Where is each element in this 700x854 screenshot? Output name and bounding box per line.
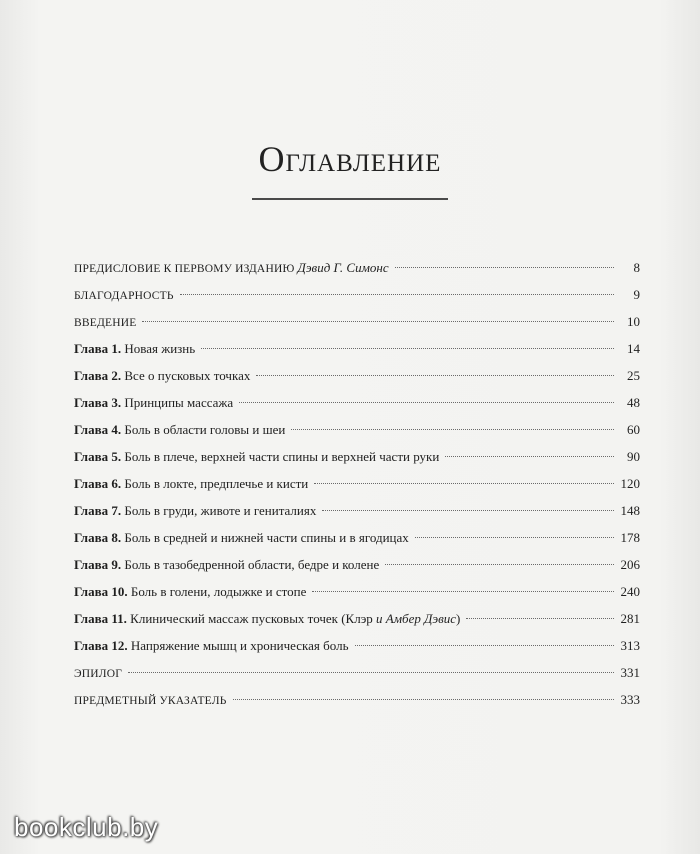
chapter-number: Глава 11. — [74, 611, 127, 626]
toc-entry-chapter-2[interactable] — [74, 362, 640, 389]
dot-leader — [355, 645, 615, 646]
toc-page-number: 90 — [627, 449, 640, 464]
dot-leader — [201, 348, 614, 349]
chapter-number: Глава 2. — [74, 368, 122, 383]
toc-entry-chapter-12[interactable] — [74, 632, 640, 659]
toc-page-number: 240 — [620, 584, 640, 599]
toc-page-number: 206 — [620, 557, 640, 572]
toc-entry-chapter-8[interactable] — [74, 524, 640, 551]
toc-entry-preface[interactable] — [74, 254, 640, 281]
chapter-title: Принципы массажа — [124, 395, 234, 410]
table-of-contents — [74, 254, 640, 713]
toc-entry-label: ПРЕДИСЛОВИЕ К ПЕРВОМУ ИЗДАНИЮ — [74, 263, 298, 275]
chapter-author: и Амбер Дэвис — [376, 611, 457, 626]
dot-leader — [314, 483, 614, 484]
toc-entry-author: Дэвид Г. Симонс — [297, 260, 389, 275]
toc-page-number: 10 — [627, 314, 640, 329]
dot-leader — [395, 267, 614, 268]
toc-page-number: 333 — [620, 692, 640, 707]
page-title: Оглавление — [258, 139, 442, 179]
dot-leader — [239, 402, 614, 403]
chapter-title-suffix: ) — [456, 611, 461, 626]
chapter-title: Боль в средней и нижней части спины и в ягодицах — [124, 530, 409, 545]
toc-entry-chapter-10[interactable] — [74, 578, 640, 605]
dot-leader — [445, 456, 614, 457]
toc-entry-label: БЛАГОДАРНОСТЬ — [74, 290, 174, 302]
chapter-title: Боль в тазобедренной области, бедре и колене — [124, 557, 380, 572]
toc-page-number: 48 — [627, 395, 640, 410]
toc-entry-chapter-5[interactable] — [74, 443, 640, 470]
toc-entry-index[interactable] — [74, 686, 640, 713]
toc-page-number: 178 — [620, 530, 640, 545]
chapter-number: Глава 5. — [74, 449, 122, 464]
dot-leader — [385, 564, 614, 565]
chapter-number: Глава 10. — [74, 584, 128, 599]
chapter-number: Глава 6. — [74, 476, 122, 491]
chapter-title: Новая жизнь — [124, 341, 196, 356]
chapter-title: Клинический массаж пусковых точек (Клэр — [130, 611, 377, 626]
chapter-number: Глава 1. — [74, 341, 122, 356]
title-underline — [252, 198, 448, 200]
toc-entry-chapter-9[interactable] — [74, 551, 640, 578]
toc-page-number: 120 — [620, 476, 640, 491]
toc-entry-chapter-11[interactable] — [74, 605, 640, 632]
chapter-title: Боль в области головы и шеи — [124, 422, 286, 437]
toc-page-number: 331 — [620, 665, 640, 680]
dot-leader — [322, 510, 614, 511]
toc-entry-introduction[interactable] — [74, 308, 640, 335]
dot-leader — [415, 537, 614, 538]
toc-entry-label: ПРЕДМЕТНЫЙ УКАЗАТЕЛЬ — [74, 695, 227, 707]
chapter-number: Глава 3. — [74, 395, 122, 410]
chapter-title: Боль в груди, животе и гениталиях — [124, 503, 317, 518]
toc-page-number: 281 — [620, 611, 640, 626]
chapter-title: Все о пусковых точках — [124, 368, 251, 383]
chapter-number: Глава 4. — [74, 422, 122, 437]
toc-entry-label: ЭПИЛОГ — [74, 668, 123, 680]
chapter-title: Боль в локте, предплечье и кисти — [124, 476, 309, 491]
dot-leader — [312, 591, 614, 592]
toc-page-number: 25 — [627, 368, 640, 383]
chapter-number: Глава 7. — [74, 503, 122, 518]
toc-page-number: 313 — [620, 638, 640, 653]
toc-entry-chapter-4[interactable] — [74, 416, 640, 443]
dot-leader — [291, 429, 614, 430]
dot-leader — [233, 699, 614, 700]
toc-page-number: 9 — [633, 287, 640, 302]
toc-entry-chapter-6[interactable] — [74, 470, 640, 497]
chapter-title: Напряжение мышц и хроническая боль — [130, 638, 349, 653]
dot-leader — [466, 618, 614, 619]
dot-leader — [256, 375, 614, 376]
toc-page-number: 60 — [627, 422, 640, 437]
dot-leader — [128, 672, 614, 673]
chapter-title: Боль в плече, верхней части спины и верхней части руки — [124, 449, 440, 464]
toc-entry-chapter-7[interactable] — [74, 497, 640, 524]
chapter-number: Глава 12. — [74, 638, 128, 653]
chapter-number: Глава 9. — [74, 557, 122, 572]
chapter-title: Боль в голени, лодыжке и стопе — [130, 584, 307, 599]
toc-entry-acknowledgements[interactable] — [74, 281, 640, 308]
toc-page-number: 148 — [620, 503, 640, 518]
toc-entry-epilogue[interactable] — [74, 659, 640, 686]
toc-entry-label: ВВЕДЕНИЕ — [74, 317, 137, 329]
chapter-number: Глава 8. — [74, 530, 122, 545]
toc-page-number: 8 — [633, 260, 640, 275]
toc-entry-chapter-1[interactable] — [74, 335, 640, 362]
watermark: bookclub.by — [14, 812, 159, 842]
dot-leader — [142, 321, 614, 322]
toc-entry-chapter-3[interactable] — [74, 389, 640, 416]
toc-page-number: 14 — [627, 341, 640, 356]
dot-leader — [180, 294, 614, 295]
